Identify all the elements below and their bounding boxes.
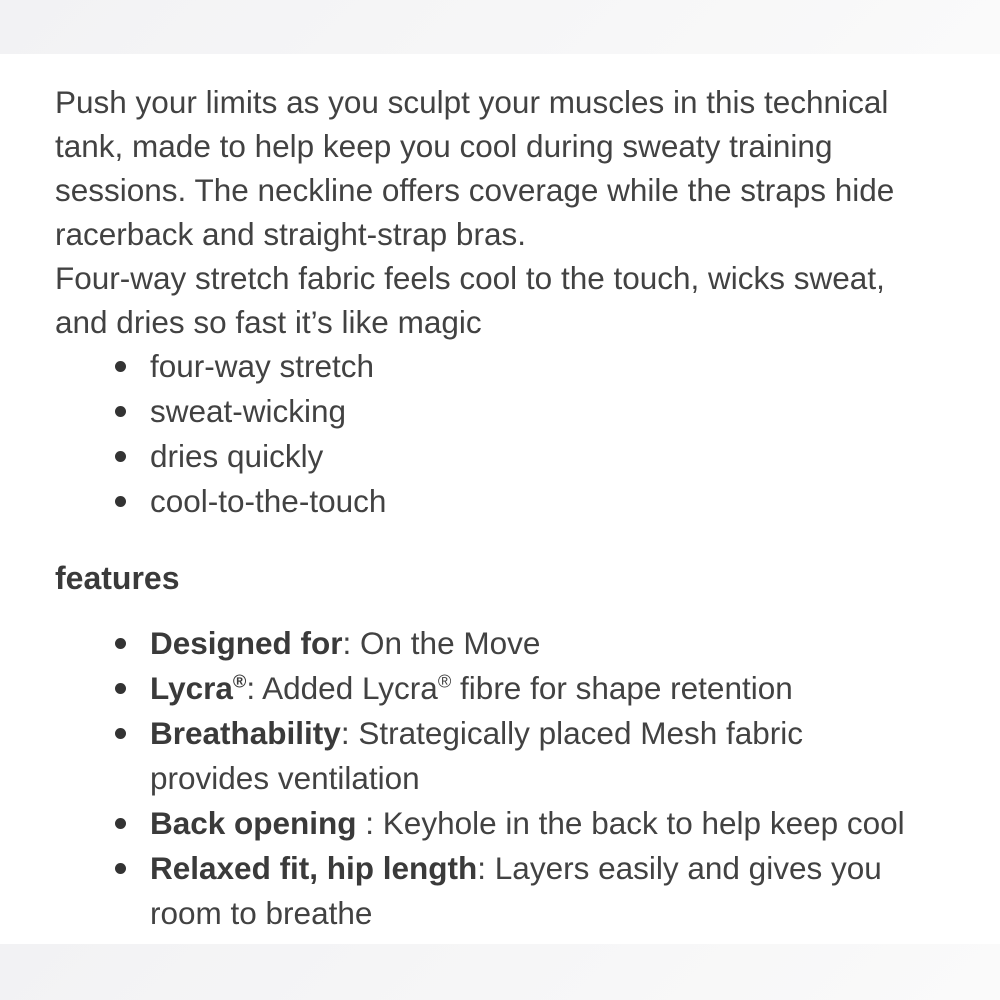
feature-label: Lycra® <box>150 670 247 706</box>
highlight-text: sweat-wicking <box>150 393 347 429</box>
bullet-icon <box>115 361 126 372</box>
feature-text: : Layers easily and gives you room to breathe <box>150 850 882 931</box>
feature-text: : Added Lycra® fibre for shape retention <box>246 670 793 706</box>
feature-label: Relaxed fit, hip length <box>150 850 478 886</box>
feature-label: Breathability <box>150 715 341 751</box>
description-paragraph: Four-way stretch fabric feels cool to the touch, wicks sweat, and dries so fast it’s like magic <box>55 260 885 340</box>
feature-item <box>55 666 935 711</box>
feature-item <box>55 621 935 666</box>
features-heading: features <box>55 560 180 596</box>
feature-text: : Strategically placed Mesh fabric provides ventilation <box>150 715 804 796</box>
bottom-gutter <box>0 944 1000 1000</box>
list-item <box>55 344 935 389</box>
feature-item <box>55 801 935 846</box>
feature-item <box>55 711 935 801</box>
description-paragraph: Push your limits as you sculpt your muscles in this technical tank, made to help keep you cool during sweaty training sessions. The neckline offers coverage while the straps hide racerback and straight-strap bras. <box>55 84 895 252</box>
feature-label: Designed for <box>150 625 343 661</box>
feature-text: : On the Move <box>342 625 541 661</box>
list-item <box>55 434 935 479</box>
highlight-text: cool-to-the-touch <box>150 483 387 519</box>
bullet-icon <box>115 818 126 829</box>
bullet-icon <box>115 451 126 462</box>
bullet-icon <box>115 683 126 694</box>
bullet-icon <box>115 406 126 417</box>
bullet-icon <box>115 496 126 507</box>
product-description-section <box>0 54 1000 944</box>
bullet-icon <box>115 728 126 739</box>
highlight-list <box>55 344 935 524</box>
bullet-icon <box>115 863 126 874</box>
list-item <box>55 479 935 524</box>
features-list <box>55 621 935 936</box>
feature-item <box>55 846 935 936</box>
list-item <box>55 389 935 434</box>
bullet-icon <box>115 638 126 649</box>
top-gutter <box>0 0 1000 54</box>
highlight-text: four-way stretch <box>150 348 375 384</box>
highlight-text: dries quickly <box>150 438 324 474</box>
feature-label: Back opening <box>150 805 357 841</box>
feature-text: : Keyhole in the back to help keep cool <box>356 805 905 841</box>
